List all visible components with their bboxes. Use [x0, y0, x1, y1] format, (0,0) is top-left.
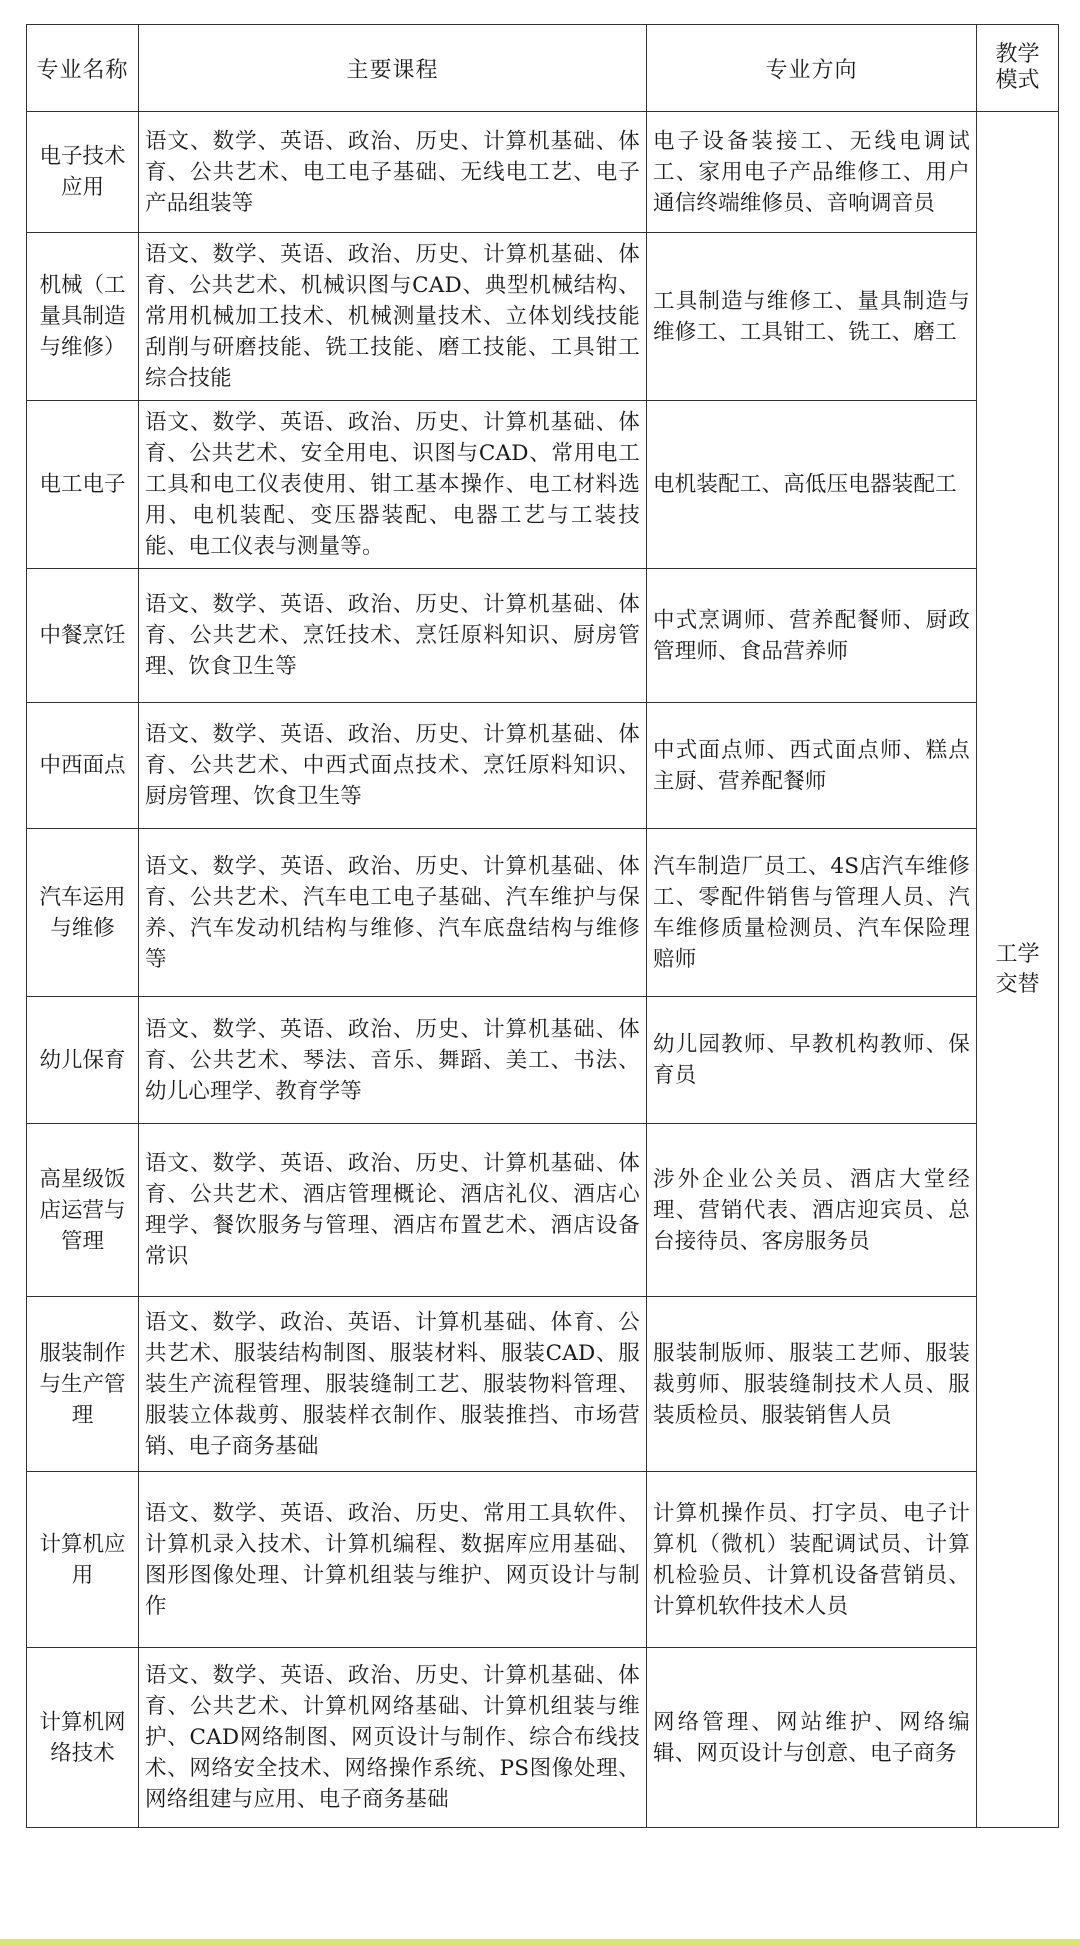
main-courses: 语文、数学、英语、政治、历史、计算机基础、体育、公共艺术、烹饪技术、烹饪原料知识、厨房管理、饮食卫生等: [139, 569, 647, 703]
major-name: 汽车运用与维修: [27, 829, 139, 997]
major-direction: 计算机操作员、打字员、电子计算机（微机）装配调试员、计算机检验员、计算机设备营销员、计算机软件技术人员: [647, 1472, 977, 1648]
main-courses: 语文、数学、英语、政治、历史、计算机基础、体育、公共艺术、琴法、音乐、舞蹈、美工、书法、幼儿心理学、教育学等: [139, 997, 647, 1124]
major-name: 电工电子: [27, 401, 139, 569]
major-direction: 中式烹调师、营养配餐师、厨政管理师、食品营养师: [647, 569, 977, 703]
table-row: [27, 569, 1059, 703]
header-main-courses: 主要课程: [139, 25, 647, 112]
table-row: [27, 1472, 1059, 1648]
table-row: [27, 112, 1059, 233]
major-direction: 涉外企业公关员、酒店大堂经理、营销代表、酒店迎宾员、总台接待员、客房服务员: [647, 1124, 977, 1297]
major-direction: 中式面点师、西式面点师、糕点主厨、营养配餐师: [647, 703, 977, 829]
header-teaching-mode: 教学模式: [977, 25, 1059, 112]
major-name: 高星级饭店运营与管理: [27, 1124, 139, 1297]
main-courses: 语文、数学、英语、政治、历史、计算机基础、体育、公共艺术、计算机网络基础、计算机组装与维护、CAD网络制图、网页设计与制作、综合布线技术、网络安全技术、网络操作系统、PS图像处理、网络组建与应用、电子商务基础: [139, 1648, 647, 1828]
major-name: 电子技术应用: [27, 112, 139, 233]
table-header-row: [27, 25, 1059, 112]
header-major-name: 专业名称: [27, 25, 139, 112]
main-courses: 语文、数学、英语、政治、历史、计算机基础、体育、公共艺术、中西式面点技术、烹饪原料知识、厨房管理、饮食卫生等: [139, 703, 647, 829]
main-courses: 语文、数学、政治、英语、计算机基础、体育、公共艺术、服装结构制图、服装材料、服装CAD、服装生产流程管理、服装缝制工艺、服装物料管理、服装立体裁剪、服装样衣制作、服装推挡、市场营销、电子商务基础: [139, 1297, 647, 1472]
major-direction: 电机装配工、高低压电器装配工: [647, 401, 977, 569]
teaching-mode: 工学交替: [977, 112, 1059, 1828]
major-direction: 幼儿园教师、早教机构教师、保育员: [647, 997, 977, 1124]
main-courses: 语文、数学、英语、政治、历史、计算机基础、体育、公共艺术、机械识图与CAD、典型机械结构、常用机械加工技术、机械测量技术、立体划线技能刮削与研磨技能、铣工技能、磨工技能、工具钳工综合技能: [139, 233, 647, 401]
table-row: [27, 401, 1059, 569]
major-name: 计算机应用: [27, 1472, 139, 1648]
major-name: 机械（工量具制造与维修）: [27, 233, 139, 401]
table-row: [27, 829, 1059, 997]
table-row: [27, 703, 1059, 829]
major-name: 服装制作与生产管理: [27, 1297, 139, 1472]
major-name: 计算机网络技术: [27, 1648, 139, 1828]
main-courses: 语文、数学、英语、政治、历史、常用工具软件、计算机录入技术、计算机编程、数据库应用基础、图形图像处理、计算机组装与维护、网页设计与制作: [139, 1472, 647, 1648]
table-row: [27, 233, 1059, 401]
table-row: [27, 1648, 1059, 1828]
bottom-accent-bar: [0, 1939, 1080, 1945]
main-courses: 语文、数学、英语、政治、历史、计算机基础、体育、公共艺术、安全用电、识图与CAD、常用电工工具和电工仪表使用、钳工基本操作、电工材料选用、电机装配、变压器装配、电器工艺与工装技能、电工仪表与测量等。: [139, 401, 647, 569]
major-direction: 网络管理、网站维护、网络编辑、网页设计与创意、电子商务: [647, 1648, 977, 1828]
main-courses: 语文、数学、英语、政治、历史、计算机基础、体育、公共艺术、酒店管理概论、酒店礼仪、酒店心理学、餐饮服务与管理、酒店布置艺术、酒店设备常识: [139, 1124, 647, 1297]
major-direction: 工具制造与维修工、量具制造与维修工、工具钳工、铣工、磨工: [647, 233, 977, 401]
majors-table: [26, 24, 1059, 1828]
table-row: [27, 997, 1059, 1124]
main-courses: 语文、数学、英语、政治、历史、计算机基础、体育、公共艺术、电工电子基础、无线电工艺、电子产品组装等: [139, 112, 647, 233]
major-name: 中餐烹饪: [27, 569, 139, 703]
table-row: [27, 1124, 1059, 1297]
major-direction: 电子设备装接工、无线电调试工、家用电子产品维修工、用户通信终端维修员、音响调音员: [647, 112, 977, 233]
major-direction: 汽车制造厂员工、4S店汽车维修工、零配件销售与管理人员、汽车维修质量检测员、汽车保险理赔师: [647, 829, 977, 997]
major-name: 幼儿保育: [27, 997, 139, 1124]
main-courses: 语文、数学、英语、政治、历史、计算机基础、体育、公共艺术、汽车电工电子基础、汽车维护与保养、汽车发动机结构与维修、汽车底盘结构与维修等: [139, 829, 647, 997]
major-name: 中西面点: [27, 703, 139, 829]
table-row: [27, 1297, 1059, 1472]
header-major-direction: 专业方向: [647, 25, 977, 112]
major-direction: 服装制版师、服装工艺师、服装裁剪师、服装缝制技术人员、服装质检员、服装销售人员: [647, 1297, 977, 1472]
